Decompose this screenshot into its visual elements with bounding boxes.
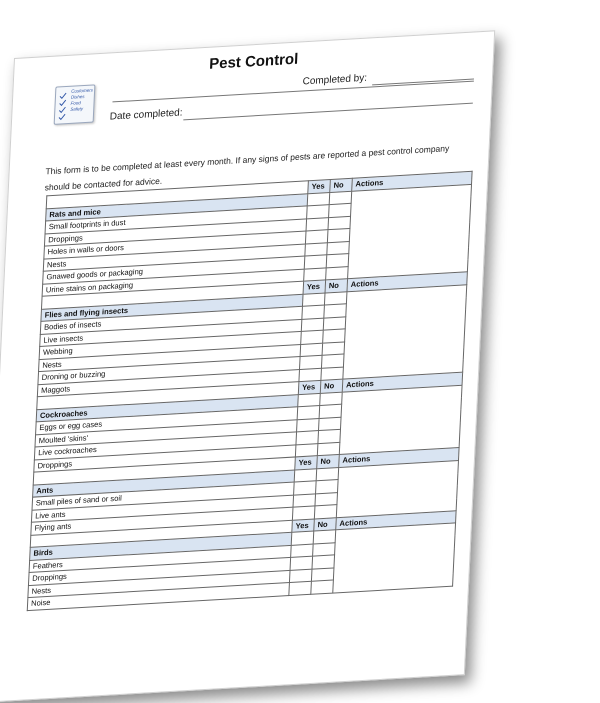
actions-column-header: Actions bbox=[342, 372, 462, 391]
page-title: Pest Control bbox=[208, 50, 299, 73]
yes-column-header: Yes bbox=[303, 280, 326, 294]
checklist-item-label: Urine stains on packaging bbox=[42, 269, 304, 297]
actions-column-header: Actions bbox=[347, 272, 467, 291]
checklist-item-label: Nests bbox=[43, 244, 305, 272]
pest-checklist-table bbox=[27, 171, 473, 611]
logo-line: Dishes bbox=[70, 93, 85, 100]
checklist-item-label: Nests bbox=[28, 570, 290, 598]
completed-by-label: Completed by: bbox=[302, 72, 368, 88]
checklist-item-label: Live cockroaches bbox=[34, 432, 296, 460]
checklist-item-label: Maggots bbox=[37, 369, 299, 397]
checklist-item-label: Live ants bbox=[31, 495, 293, 523]
checklist-item-label: Droppings bbox=[28, 557, 290, 585]
actions-field[interactable] bbox=[348, 184, 472, 279]
category-name: Ants bbox=[33, 470, 295, 498]
yes-column-header: Yes bbox=[295, 456, 318, 470]
yes-column-header: Yes bbox=[308, 179, 331, 193]
checklist-item-label: Droppings bbox=[44, 218, 306, 246]
checklist-item-label: Droning or buzzing bbox=[38, 357, 300, 385]
checklist-item-label: Small footprints in dust bbox=[45, 206, 307, 234]
form-page bbox=[0, 30, 495, 703]
actions-field[interactable] bbox=[333, 523, 456, 593]
checklist-item-label: Nests bbox=[39, 344, 301, 372]
no-column-header: No bbox=[325, 279, 348, 293]
no-column-header: No bbox=[314, 517, 337, 531]
yes-checkbox[interactable] bbox=[289, 581, 312, 595]
checklist-item-label: Moulted 'skins' bbox=[35, 419, 297, 447]
category-name: Birds bbox=[30, 532, 292, 560]
checklist-item-label: Gnawed goods or packaging bbox=[43, 256, 305, 284]
logo-line: Customers bbox=[71, 87, 94, 94]
actions-field[interactable] bbox=[336, 460, 458, 517]
checklist-item-label: Flying ants bbox=[31, 507, 293, 535]
checklist-item-label: Small piles of sand or soil bbox=[32, 482, 294, 510]
no-column-header: No bbox=[330, 178, 353, 192]
actions-field[interactable] bbox=[339, 385, 462, 455]
category-name: Rats and mice bbox=[46, 193, 308, 221]
safety-checklist-logo bbox=[54, 84, 96, 124]
logo-line: Food bbox=[70, 100, 81, 106]
checklist-item-label: Bodies of insects bbox=[40, 306, 302, 334]
no-column-header: No bbox=[320, 379, 343, 393]
checklist-item-label: Droppings bbox=[34, 444, 296, 472]
no-checkbox[interactable] bbox=[311, 580, 334, 594]
checklist-item-label: Eggs or egg cases bbox=[36, 407, 298, 435]
no-column-header: No bbox=[317, 454, 340, 468]
category-name: Flies and flying insects bbox=[41, 294, 303, 322]
date-completed-label: Date completed: bbox=[109, 107, 183, 123]
header-rule bbox=[112, 81, 473, 103]
category-name: Cockroaches bbox=[36, 394, 298, 422]
logo-lines bbox=[70, 87, 95, 112]
date-completed-field[interactable] bbox=[183, 103, 473, 121]
actions-field[interactable] bbox=[343, 284, 467, 379]
checklist-item-label: Live insects bbox=[40, 319, 302, 347]
checklist-item-label: Feathers bbox=[29, 545, 291, 573]
logo-line: Safety bbox=[70, 106, 84, 112]
actions-column-header: Actions bbox=[336, 510, 456, 529]
instructions-text: This form is to be completed at least every month. If any signs of pests are reported a pest control company should be contacted for advice. bbox=[44, 143, 450, 193]
checklist-item-label: Holes in walls or doors bbox=[44, 231, 306, 259]
yes-column-header: Yes bbox=[292, 518, 315, 532]
actions-column-header: Actions bbox=[352, 171, 472, 190]
checklist-item-label: Webbing bbox=[39, 331, 301, 359]
yes-column-header: Yes bbox=[298, 380, 321, 394]
checklist-item-label: Noise bbox=[27, 583, 289, 611]
actions-column-header: Actions bbox=[339, 448, 459, 467]
